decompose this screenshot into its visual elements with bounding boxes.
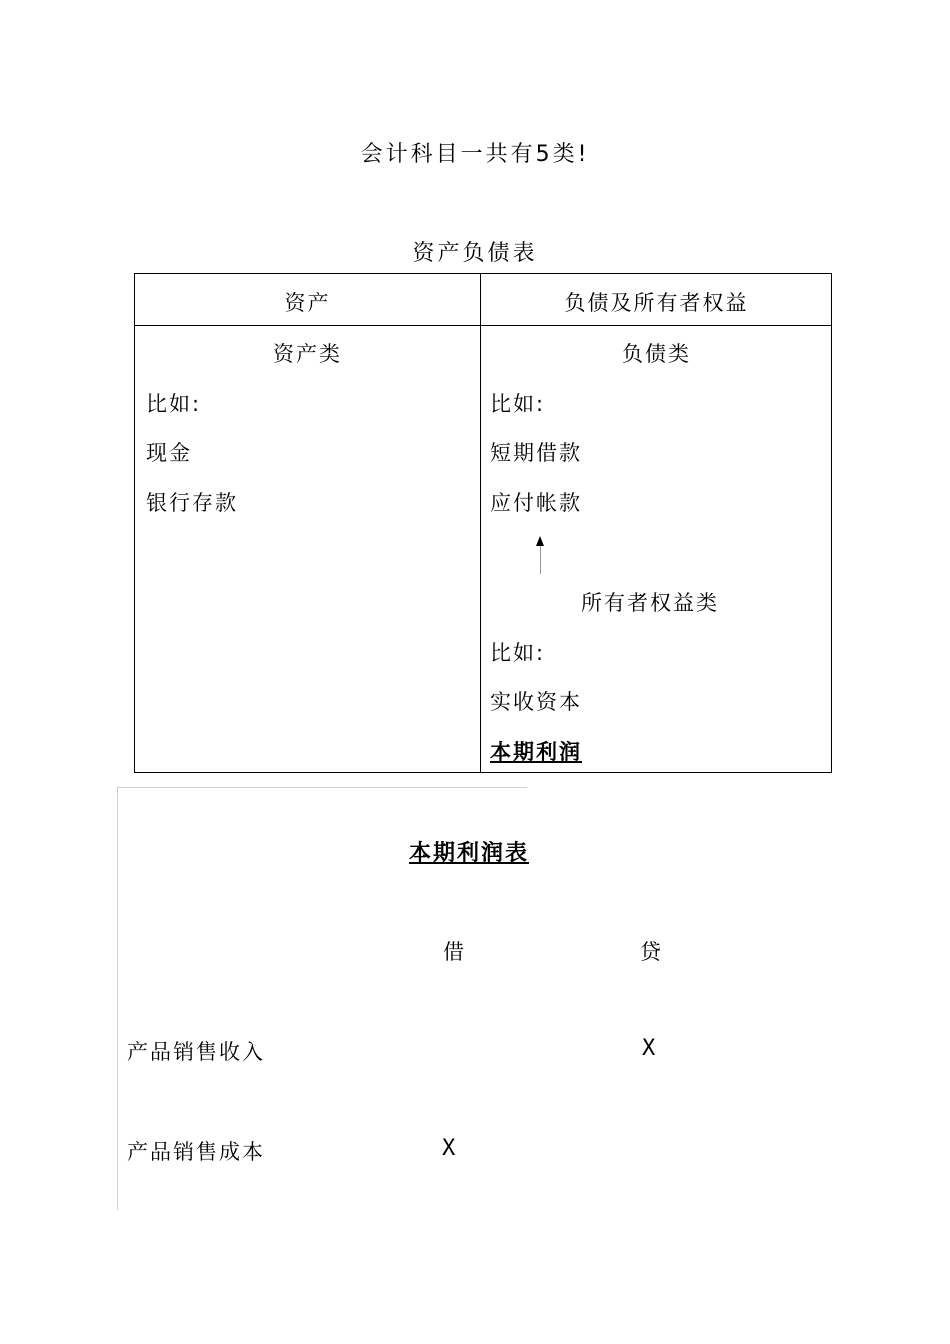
equity-category-title: 所有者权益类: [581, 591, 719, 615]
profit-statement-title: 本期利润表: [408, 841, 529, 866]
header-liabilities-equity: 负债及所有者权益: [564, 291, 749, 315]
profit-row-debit-mark: X: [442, 1136, 456, 1161]
equity-example-label: 比如:: [490, 641, 546, 665]
profit-row-credit-mark: X: [642, 1036, 656, 1061]
header-divider: [135, 325, 831, 326]
profit-row-label: 产品销售成本: [127, 1140, 265, 1164]
arrow-shaft: [540, 546, 541, 574]
liabilities-category-title: 负债类: [622, 342, 691, 366]
assets-example-label: 比如:: [146, 392, 202, 416]
profit-frame-top: [117, 787, 527, 788]
asset-item: 现金: [146, 441, 192, 465]
credit-column-header: 贷: [640, 940, 663, 964]
header-assets: 资产: [284, 291, 331, 315]
profit-row-label: 产品销售收入: [127, 1040, 265, 1064]
liabilities-example-label: 比如:: [490, 392, 546, 416]
up-arrow-icon: [536, 536, 544, 546]
balance-sheet-table: [134, 273, 832, 773]
balance-sheet-caption: 资产负债表: [412, 241, 538, 266]
equity-item: 实收资本: [490, 690, 582, 714]
equity-item-current-profit: 本期利润: [490, 740, 582, 764]
liability-item: 应付帐款: [490, 491, 582, 515]
liability-item: 短期借款: [490, 441, 582, 465]
assets-category-title: 资产类: [273, 342, 342, 366]
asset-item: 银行存款: [146, 491, 238, 515]
debit-column-header: 借: [443, 940, 466, 964]
page-heading: 会计科目一共有5类!: [360, 142, 590, 167]
